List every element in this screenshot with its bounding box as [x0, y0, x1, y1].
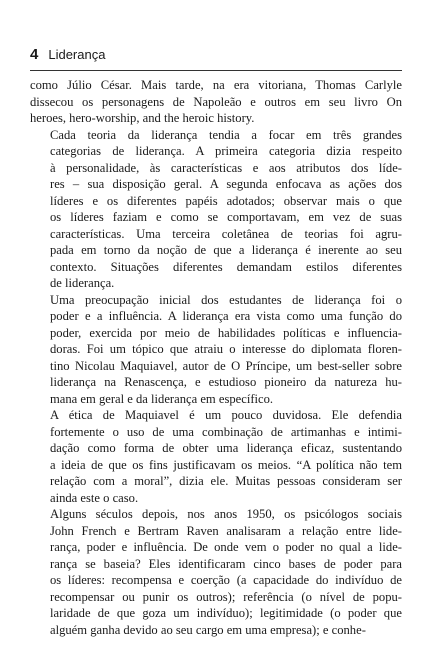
text-line: Alguns séculos depois, nos anos 1950, os psicólogos sociais: [50, 507, 402, 521]
text-line: recompensar ou punir os outros); referência (o nível de popu-: [50, 589, 402, 604]
paragraph: [30, 127, 402, 292]
page-number: 4: [30, 46, 39, 63]
text-line: mana em geral e da liderança em específico.: [50, 391, 274, 406]
text-line: pada em torno da noção de que a liderança é inerente ao seu: [50, 243, 402, 257]
text-line: de liderança.: [50, 276, 115, 290]
text-line: laridade de que goza um indivíduo); legitimidade (o poder que: [50, 606, 402, 620]
text-line: alguém ganha devido ao seu cargo em uma empresa); e conhe-: [50, 622, 366, 637]
paragraph: [30, 292, 402, 408]
text-line: rança, poder e influência. De onde vem o poder no qual a lide-: [50, 540, 402, 554]
text-line: res – sua disposição geral. A segunda enfocava as ações dos: [50, 177, 402, 191]
text-line: à personalidade, às características e aos atributos dos líde-: [50, 160, 402, 175]
text-line: poder, exercida por meio de habilidades políticas e influencia-: [50, 325, 402, 340]
paragraph: [30, 77, 402, 127]
paragraph: [30, 506, 402, 638]
text-line: fortemente o uso de uma combinação de artimanhas e intimi-: [50, 424, 402, 439]
text-line: heroes, hero-worship, and the heroic history.: [30, 111, 255, 125]
paragraph: [30, 407, 402, 506]
text-line: Cada teoria da liderança tendia a focar em três grandes: [50, 127, 402, 142]
text-line: A ética de Maquiavel é um pouco duvidosa. Ele defendia: [50, 408, 402, 422]
text-line: poder e a influência. A liderança era vista como uma função do: [50, 309, 402, 323]
text-line: Uma preocupação inicial dos estudantes de liderança foi o: [50, 292, 402, 307]
text-line: como Júlio César. Mais tarde, na era vitoriana, Thomas Carlyle: [30, 78, 402, 92]
text-line: contexto. Situações diferentes demandam estilos diferentes: [50, 259, 402, 274]
body-text: [30, 77, 402, 638]
text-line: líderes e os diferentes papéis adotados; observar mais o que: [50, 193, 402, 208]
text-line: tino Nicolau Maquiavel, autor de O Príncipe, um best-seller sobre: [50, 358, 402, 373]
text-line: rança se baseia? Eles identificaram cinco bases de poder para: [50, 556, 402, 571]
text-line: categorias de liderança. A primeira categoria dizia respeito: [50, 144, 402, 158]
text-line: relação com a moral”, dizia ele. Muitas pessoas consideram ser: [50, 474, 402, 488]
header-rule: [30, 70, 402, 71]
running-head: Liderança: [48, 47, 106, 62]
text-line: John French e Bertram Raven analisaram a relação entre lide-: [50, 523, 402, 538]
text-line: ainda este o caso.: [50, 490, 139, 505]
page-header: [30, 46, 402, 63]
text-line: os líderes faziam e como se comportavam, em vez de suas: [50, 210, 402, 224]
text-line: doras. Foi um tópico que atraiu o interesse do diplomata floren-: [50, 342, 402, 356]
text-line: dissecou os personagens de Napoleão e outros em seu livro On: [30, 94, 402, 109]
text-line: a ideia de que os fins justificavam os meios. “A política não tem: [50, 457, 402, 472]
text-line: liderança na Renascença, e estudioso pioneiro da natureza hu-: [50, 375, 402, 389]
text-line: dação como forma de obter uma liderança eficaz, sustentando: [50, 441, 402, 455]
text-line: características. Uma terceira coletânea de teorias foi agru-: [50, 226, 402, 241]
text-line: os líderes: recompensa e coerção (a capacidade do indivíduo de: [50, 573, 402, 587]
